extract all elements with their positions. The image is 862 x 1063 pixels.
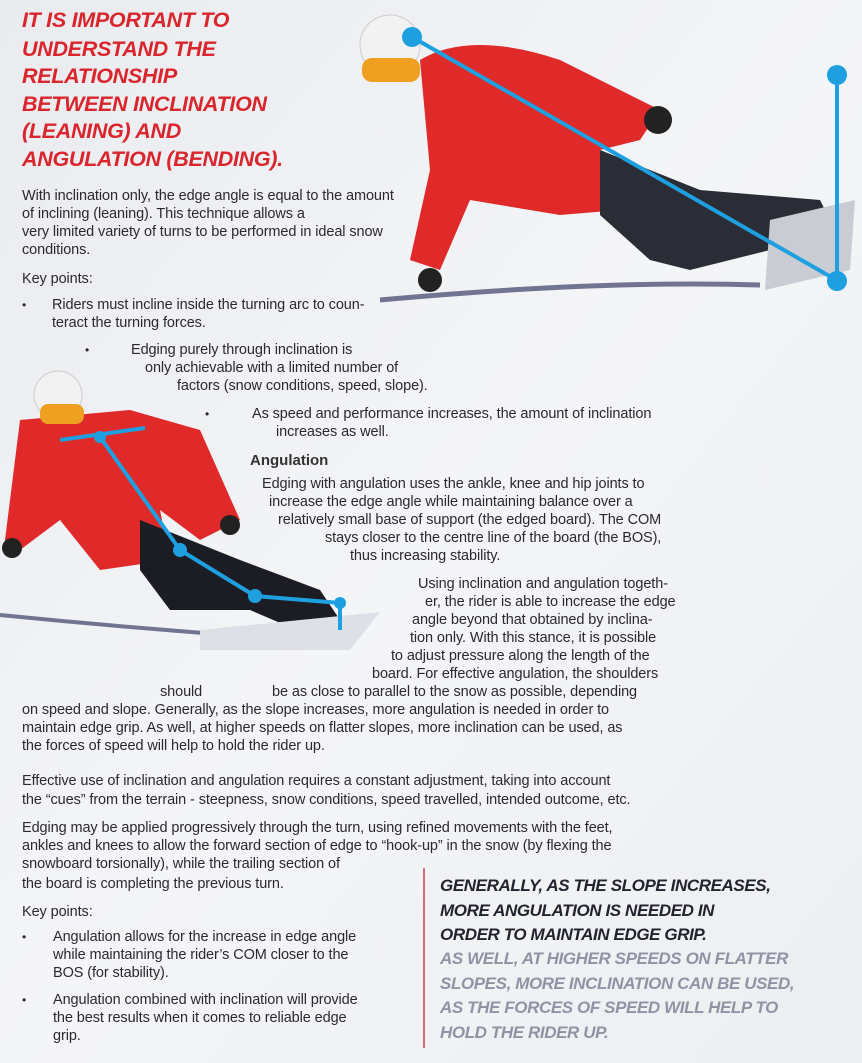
quote-line: AS WELL, AT HIGHER SPEEDS ON FLATTER — [440, 949, 788, 968]
text-line: the board is completing the previous turn. — [22, 876, 284, 892]
quote-bar — [423, 868, 425, 1048]
text-line: Effective use of inclination and angulation requires a constant adjustment, taking into account — [22, 773, 611, 789]
text-line: Riders must incline inside the turning arc to coun- — [52, 297, 365, 313]
key-points-label: Key points: — [22, 904, 93, 920]
text-line: be as close to parallel to the snow as possible, depending — [272, 684, 637, 700]
bullet-icon: • — [205, 407, 210, 421]
text-line: Edging with angulation uses the ankle, knee and hip joints to — [262, 476, 645, 492]
quote-line: SLOPES, MORE INCLINATION CAN BE USED, — [440, 974, 795, 993]
text-line: grip. — [53, 1028, 81, 1044]
text-line: teract the turning forces. — [52, 315, 206, 331]
text-line: should — [160, 684, 203, 700]
text-line: factors (snow conditions, speed, slope). — [177, 378, 428, 394]
text-line: er, the rider is able to increase the edge — [425, 594, 676, 610]
text-line: board. For effective angulation, the shoulders — [372, 666, 659, 682]
quote-line: MORE ANGULATION IS NEEDED IN — [440, 901, 715, 920]
text-line: the “cues” from the terrain - steepness, snow conditions, speed travelled, intended outcome, etc. — [22, 792, 631, 808]
text-line: As speed and performance increases, the amount of inclination — [252, 406, 652, 422]
text-line: Angulation combined with inclination will provide — [53, 992, 358, 1008]
text-line: maintain edge grip. As well, at higher speeds on flatter slopes, more inclination can be used, as — [22, 720, 623, 736]
title-line: ANGULATION (BENDING). — [22, 147, 283, 171]
quote-line: AS THE FORCES OF SPEED WILL HELP TO — [440, 998, 778, 1017]
title-line: BETWEEN INCLINATION — [22, 92, 267, 116]
quote-line: ORDER TO MAINTAIN EDGE GRIP. — [440, 925, 707, 944]
text-line: Using inclination and angulation togeth- — [418, 576, 668, 592]
quote-line: HOLD THE RIDER UP. — [440, 1023, 609, 1042]
text-line: while maintaining the rider’s COM closer to the — [53, 947, 349, 963]
text-line: snowboard torsionally), while the trailing section of — [22, 856, 340, 872]
title-line: UNDERSTAND THE — [22, 37, 216, 61]
text-line: Edging may be applied progressively through the turn, using refined movements with the feet, — [22, 820, 613, 836]
text-line: the forces of speed will help to hold the rider up. — [22, 738, 325, 754]
text-line: angle beyond that obtained by inclina- — [412, 612, 653, 628]
text-line: Edging purely through inclination is — [131, 342, 353, 358]
text-line: increase the edge angle while maintaining balance over a — [269, 494, 633, 510]
text-line: tion only. With this stance, it is possible — [410, 630, 657, 646]
bullet-icon: • — [22, 993, 27, 1007]
text-line: Angulation allows for the increase in edge angle — [53, 929, 357, 945]
quote-line: GENERALLY, AS THE SLOPE INCREASES, — [440, 876, 771, 895]
text-line: thus increasing stability. — [350, 548, 501, 564]
text-line: on speed and slope. Generally, as the slope increases, more angulation is needed in order to — [22, 702, 610, 718]
text-line: very limited variety of turns to be performed in ideal snow — [22, 224, 383, 240]
title-line: IT IS IMPORTANT TO — [22, 8, 230, 32]
bullet-icon: • — [85, 343, 90, 357]
text-line: relatively small base of support (the edged board). The COM — [278, 512, 662, 528]
text-line: With inclination only, the edge angle is equal to the amount — [22, 188, 394, 204]
text-line: stays closer to the centre line of the board (the BOS), — [325, 530, 662, 546]
text-line: increases as well. — [276, 424, 389, 440]
text-line: to adjust pressure along the length of the — [391, 648, 650, 664]
text-line: the best results when it comes to reliable edge — [53, 1010, 347, 1026]
text-line: BOS (for stability). — [53, 965, 169, 981]
text-line: of inclining (leaning). This technique allows a — [22, 206, 305, 222]
title-line: RELATIONSHIP — [22, 64, 177, 88]
bullet-icon: • — [22, 298, 27, 312]
key-points-label: Key points: — [22, 271, 93, 287]
angulation-heading: Angulation — [250, 452, 329, 469]
text-line: only achievable with a limited number of — [145, 360, 399, 376]
text-line: ankles and knees to allow the forward section of edge to “hook-up” in the snow (by flexing the — [22, 838, 612, 854]
bullet-icon: • — [22, 930, 27, 944]
title-line: (LEANING) AND — [22, 119, 181, 143]
text-line: conditions. — [22, 242, 91, 258]
